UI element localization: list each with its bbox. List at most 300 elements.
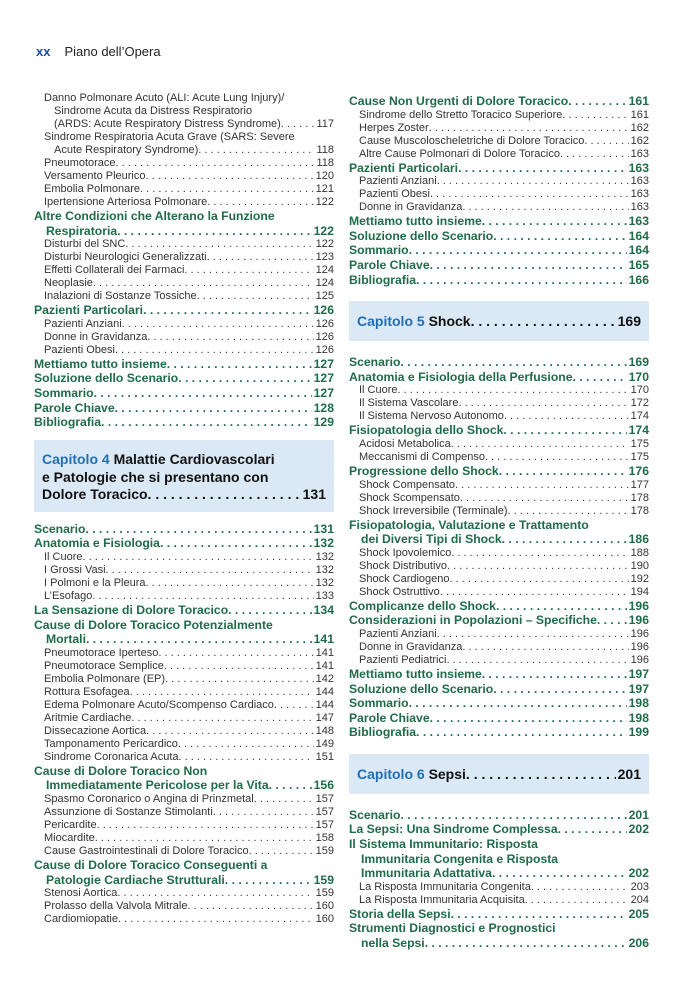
entry-title: Soluzione dello Scenario — [34, 371, 179, 386]
dot-leader — [450, 573, 629, 586]
page-ref: 129 — [313, 415, 334, 430]
toc-entry — [349, 148, 649, 161]
entry-title: Aritmie Cardiache — [44, 711, 132, 724]
toc-entry — [34, 344, 334, 357]
dot-leader — [146, 725, 314, 738]
dot-leader — [482, 667, 627, 682]
entry-title: Scenario — [349, 807, 401, 822]
toc-entry — [349, 492, 649, 505]
page-ref: 142 — [315, 672, 334, 685]
entry-title: Pneumotorace Iperteso — [44, 646, 159, 659]
page-ref: 192 — [630, 572, 649, 585]
toc-entry-major — [34, 401, 334, 416]
toc-entry — [34, 144, 334, 157]
entry-title: Shock Ipovolemico — [359, 546, 452, 559]
toc-entry — [34, 157, 334, 170]
dot-leader — [458, 161, 627, 176]
entry-title: Shock Cardiogeno — [359, 572, 450, 585]
page-ref: 147 — [315, 711, 334, 724]
dot-leader — [179, 751, 314, 764]
entry-title: Stenosi Aortica — [44, 887, 118, 900]
entry-title: Immediatamente Pericolose per la Vita — [46, 778, 269, 793]
toc-entry — [349, 122, 649, 135]
page-ref: 159 — [315, 844, 334, 857]
entry-title: Il Sistema Vascolare — [359, 397, 459, 410]
page-ref: 162 — [630, 121, 649, 134]
page-ref: 163 — [630, 201, 649, 214]
entry-title: Disturbi Neurologici Generalizzati — [44, 251, 207, 264]
chapter-title-line: e Patologie che si presentano con — [42, 468, 269, 485]
dot-leader — [167, 357, 312, 372]
dot-leader — [425, 936, 627, 951]
entry-title: Assunzione di Sostanze Stimolanti — [44, 805, 213, 818]
entry-title: La Risposta Immunitaria Acquisita — [359, 893, 525, 906]
dot-leader — [430, 258, 627, 273]
toc-entry — [349, 586, 649, 599]
entry-title: Mortali — [46, 632, 86, 647]
dot-leader — [584, 135, 628, 148]
toc-column-left — [34, 92, 334, 926]
toc-entry — [349, 505, 649, 518]
toc-entry-major — [34, 371, 334, 386]
dot-leader — [485, 451, 629, 464]
entry-title: Parole Chiave — [349, 257, 430, 272]
page-ref: 158 — [315, 831, 334, 844]
dot-leader — [492, 866, 627, 881]
page-ref: 157 — [315, 818, 334, 831]
dot-leader — [525, 894, 629, 907]
page-ref: 174 — [630, 410, 649, 423]
toc-section — [34, 522, 334, 926]
toc-entry — [349, 135, 649, 148]
page-ref: 197 — [628, 681, 649, 696]
dot-leader — [94, 386, 312, 401]
toc-entry — [349, 175, 649, 188]
dot-leader — [597, 613, 627, 628]
entry-title: Cardiomiopatie — [44, 913, 118, 926]
page-ref: 162 — [630, 134, 649, 147]
page-ref: 122 — [315, 238, 334, 251]
entry-title: Donne in Gravidanza — [44, 330, 148, 343]
chapter-title-line: Malattie Cardiovascolari — [113, 450, 275, 467]
dot-leader — [560, 148, 629, 161]
entry-title: Embolia Polmonare (EP) — [44, 672, 166, 685]
entry-title: Soluzione dello Scenario — [349, 228, 494, 243]
dot-leader — [207, 251, 314, 264]
page-ref: 133 — [315, 589, 334, 602]
toc-entry-major — [349, 866, 649, 881]
page-ref: 202 — [628, 866, 649, 881]
toc-entry-major — [34, 873, 334, 888]
toc-entry — [349, 384, 649, 397]
toc-entry — [349, 641, 649, 654]
dot-leader — [143, 303, 312, 318]
toc-entry — [34, 118, 334, 131]
toc-entry-major — [349, 667, 649, 682]
page-ref: 141 — [315, 659, 334, 672]
toc-entry — [34, 738, 334, 751]
entry-title: Immunitaria Adattativa — [361, 866, 492, 881]
toc-entry-line: Altre Condizioni che Alterano la Funzione — [34, 209, 275, 223]
entry-title: Miocardite — [44, 831, 95, 844]
dot-leader — [451, 547, 628, 560]
toc-entry — [34, 725, 334, 738]
dot-leader — [416, 273, 627, 288]
page-ref: 151 — [315, 750, 334, 763]
entry-title: Cause Muscoloscheletriche di Dolore Toracico — [359, 134, 585, 147]
entry-title: Disturbi del SNC — [44, 238, 126, 251]
toc-entry — [34, 238, 334, 251]
toc-column-right — [349, 94, 649, 951]
entry-title: I Polmoni e la Pleura — [44, 576, 146, 589]
page-ref: 194 — [630, 585, 649, 598]
dot-leader — [160, 536, 312, 551]
entry-title: Embolia Polmonare — [44, 183, 140, 195]
page-ref: 157 — [315, 805, 334, 818]
dot-leader — [146, 170, 314, 183]
dot-leader — [400, 355, 626, 370]
entry-title: Sindrome dello Stretto Toracico Superiore — [359, 108, 563, 121]
dot-leader — [207, 196, 313, 209]
entry-title: L’Esofago — [44, 589, 93, 602]
dot-leader — [131, 712, 313, 725]
entry-title: Shock Distributivo — [359, 559, 448, 572]
toc-entry-major — [349, 613, 649, 628]
toc-entry-major — [349, 273, 649, 288]
dot-leader — [447, 560, 629, 573]
page-ref: 132 — [315, 563, 334, 576]
entry-title: Il Cuore — [359, 384, 398, 397]
dot-leader — [95, 832, 314, 845]
page-ref: 176 — [628, 463, 649, 478]
entry-title: Il Sistema Nervoso Autonomo — [359, 410, 504, 423]
dot-leader — [440, 586, 629, 599]
toc-entry — [349, 894, 649, 907]
page-ref: 157 — [315, 792, 334, 805]
entry-title: Scenario — [349, 355, 401, 370]
entry-title: nella Sepsi — [361, 936, 425, 951]
dot-leader — [228, 603, 312, 618]
dot-leader — [106, 564, 314, 577]
page-ref: 196 — [630, 627, 649, 640]
page-ref: 163 — [630, 188, 649, 201]
entry-title: Pazienti Obesi — [44, 343, 115, 356]
toc-entry-line: Danno Polmonare Acuto (ALI: Acute Lung Injury)/ — [44, 92, 285, 104]
toc-entry-line: Cause di Dolore Toracico Conseguenti a — [34, 857, 268, 872]
page-ref: 175 — [630, 450, 649, 463]
page-ref: 132 — [315, 576, 334, 589]
page-ref: 170 — [630, 384, 649, 397]
toc-entry — [34, 251, 334, 264]
entry-title: La Risposta Immunitaria Congenita — [359, 880, 531, 893]
entry-title: Shock Ostruttivo — [359, 585, 440, 598]
toc-entry-major — [34, 778, 334, 793]
dot-leader — [462, 201, 628, 214]
toc-entry — [34, 845, 334, 858]
page-ref: 186 — [628, 532, 649, 547]
toc-entry — [34, 751, 334, 764]
entry-title: Patologie Cardiache Strutturali — [46, 872, 225, 887]
dot-leader — [92, 590, 313, 603]
toc-entry-line: Strumenti Diagnostici e Prognostici — [349, 921, 556, 936]
entry-title: (ARDS: Acute Respiratory Distress Syndrome) — [54, 118, 281, 130]
page-ref: 149 — [315, 737, 334, 750]
toc-entry-line: Sindrome Acuta da Distress Respiratorio — [54, 105, 253, 117]
entry-title: Pazienti Anziani — [359, 175, 437, 188]
dot-leader — [86, 632, 312, 647]
entry-title: Versamento Pleurico — [44, 170, 146, 182]
dot-leader — [122, 318, 314, 331]
page-ref: 127 — [313, 385, 334, 400]
page-ref: 159 — [313, 872, 334, 887]
toc-entry — [34, 318, 334, 331]
page-ref: 126 — [315, 330, 334, 343]
toc-entry — [349, 451, 649, 464]
toc-entry-line: Sindrome Respiratoria Acuta Grave (SARS: Severe — [44, 131, 295, 143]
dot-leader — [158, 647, 313, 660]
page-ref: 124 — [315, 277, 334, 290]
toc-entry-major — [349, 355, 649, 370]
dot-leader — [165, 673, 314, 686]
toc-entry — [349, 547, 649, 560]
dot-leader — [558, 822, 627, 837]
dot-leader — [458, 397, 628, 410]
entry-title: Shock Irreversibile (Terminale) — [359, 504, 508, 517]
toc-section — [349, 94, 649, 287]
toc-entry-major — [349, 682, 649, 697]
toc-entry-line: Fisiopatologia, Valutazione e Trattamento — [349, 517, 589, 532]
dot-leader — [115, 401, 312, 416]
page-ref: 198 — [628, 710, 649, 725]
dot-leader — [198, 144, 314, 157]
page-ref: 163 — [628, 214, 649, 229]
dot-leader — [117, 887, 313, 900]
dot-leader — [416, 725, 627, 740]
dot-leader — [225, 873, 312, 888]
page-ref: 126 — [315, 343, 334, 356]
toc-entry-major — [34, 522, 334, 537]
page-ref: 120 — [315, 170, 334, 182]
page-ref: 126 — [315, 317, 334, 330]
dot-leader — [164, 660, 314, 673]
dot-leader — [116, 157, 315, 170]
toc-entry — [349, 201, 649, 214]
dot-leader — [274, 699, 314, 712]
entry-title: La Sensazione di Dolore Toracico — [34, 602, 229, 617]
toc-entry — [34, 660, 334, 673]
entry-title: Sindrome Coronarica Acuta — [44, 750, 179, 763]
chapter-title: Sepsi — [428, 765, 466, 782]
page-ref: 190 — [630, 559, 649, 572]
entry-title: Storia della Sepsi — [349, 906, 451, 921]
page-ref: 198 — [628, 696, 649, 711]
toc-entry — [34, 590, 334, 603]
page-ref: 128 — [313, 400, 334, 415]
chapter-label: Capitolo 5 — [357, 313, 425, 330]
toc-entry-major — [349, 599, 649, 614]
toc-entry — [34, 806, 334, 819]
toc-entry — [34, 900, 334, 913]
toc-entry-major — [349, 907, 649, 922]
page-ref: 205 — [628, 906, 649, 921]
toc-entry — [34, 331, 334, 344]
page-ref: 163 — [630, 175, 649, 188]
entry-title: Bibliografia — [349, 272, 417, 287]
toc-entry — [34, 264, 334, 277]
dot-leader — [85, 522, 311, 537]
entry-title: Cause Non Urgenti di Dolore Toracico — [349, 94, 569, 108]
dot-leader — [446, 654, 628, 667]
toc-entry — [34, 577, 334, 590]
dot-leader — [573, 370, 627, 385]
dot-leader — [101, 415, 312, 430]
dot-leader — [437, 628, 629, 641]
entry-title: Prolasso della Valvola Mitrale — [44, 900, 188, 913]
page-ref: 169 — [628, 355, 649, 370]
dot-leader — [281, 118, 315, 131]
dot-leader — [184, 264, 313, 277]
page-ref: 127 — [313, 356, 334, 371]
page-ref: 178 — [630, 491, 649, 504]
dot-leader — [249, 845, 314, 858]
dot-leader — [83, 551, 314, 564]
toc-entry — [349, 397, 649, 410]
toc-entry-major — [349, 161, 649, 176]
toc-entry — [349, 628, 649, 641]
page-ref: 161 — [630, 108, 649, 121]
entry-title: Meccanismi di Compenso — [359, 450, 485, 463]
toc-entry — [349, 410, 649, 423]
entry-title: Mettiamo tutto insieme — [349, 214, 482, 229]
toc-entry — [349, 479, 649, 492]
toc-entry — [349, 573, 649, 586]
page-ref: 118 — [316, 144, 334, 156]
entry-title: Pazienti Obesi — [359, 188, 430, 201]
page-ref: 174 — [628, 423, 649, 438]
chapter-4-heading — [34, 440, 334, 512]
entry-title: Pneumotorace — [44, 157, 116, 169]
toc-entry — [349, 188, 649, 201]
dot-leader — [493, 229, 626, 244]
dot-leader — [178, 371, 311, 386]
page-ref: 199 — [628, 725, 649, 740]
toc-entry — [349, 881, 649, 894]
dot-leader — [125, 238, 313, 251]
toc-entry-major — [349, 94, 649, 109]
chapter-label: Capitolo 6 — [357, 765, 425, 782]
entry-title: Dissecazione Aortica — [44, 724, 147, 737]
dot-leader — [455, 479, 629, 492]
dot-leader — [482, 214, 627, 229]
toc-entry-line: Il Sistema Immunitario: Risposta — [349, 837, 538, 852]
entry-title: Pazienti Anziani — [44, 317, 122, 330]
page-ref: 144 — [315, 685, 334, 698]
page-ref: 178 — [630, 504, 649, 517]
dot-leader — [437, 175, 629, 188]
toc-entry — [34, 699, 334, 712]
toc-entry-major — [349, 711, 649, 726]
page-ref: 131 — [302, 485, 326, 502]
entry-title: La Sepsi: Una Sindrome Complessa — [349, 822, 558, 837]
dot-leader — [451, 438, 629, 451]
dot-leader — [213, 806, 314, 819]
dot-leader — [462, 641, 628, 654]
page-ref: 196 — [630, 640, 649, 653]
page-ref: 132 — [315, 550, 334, 563]
toc-entry-major — [349, 822, 649, 837]
toc-entry — [349, 109, 649, 122]
page-ref: 118 — [316, 157, 334, 169]
dot-leader — [493, 682, 626, 697]
entry-title: Shock Scompensato — [359, 491, 460, 504]
entry-title: Scenario — [34, 521, 86, 536]
entry-title: Cause Gastrointestinali di Dolore Toracico — [44, 844, 249, 857]
page-ref: 177 — [630, 478, 649, 491]
entry-title: Pazienti Particolari — [349, 160, 459, 175]
entry-title: Bibliografia — [34, 415, 102, 430]
dot-leader — [140, 183, 314, 196]
chapter-label: Capitolo 4 — [42, 450, 110, 467]
entry-title: Shock Compensato — [359, 478, 455, 491]
page-ref: 148 — [315, 724, 334, 737]
page-ref: 169 — [617, 313, 641, 330]
entry-title: Ipertensione Arteriosa Polmonare — [44, 196, 208, 208]
entry-title: Fisiopatologia dello Shock — [349, 423, 504, 438]
page-ref: 196 — [630, 653, 649, 666]
dot-leader — [130, 686, 314, 699]
toc-entry — [34, 913, 334, 926]
dot-leader — [400, 808, 626, 823]
page-ref: 163 — [628, 160, 649, 175]
page-ref: 172 — [630, 397, 649, 410]
page-ref: 204 — [630, 893, 649, 906]
chapter-5-heading — [349, 301, 649, 341]
entry-title: Soluzione dello Scenario — [349, 681, 494, 696]
toc-section — [34, 92, 334, 430]
toc-entry — [34, 793, 334, 806]
page-ref: 164 — [628, 243, 649, 258]
page-ref: 131 — [313, 521, 334, 536]
page-ref: 159 — [315, 887, 334, 900]
dot-leader — [254, 793, 314, 806]
entry-title: Herpes Zoster — [359, 121, 429, 134]
entry-title: Considerazioni in Popolazioni – Specifiche — [349, 613, 597, 628]
page-ref: 123 — [315, 251, 334, 264]
toc-entry — [34, 170, 334, 183]
entry-title: Sommario — [349, 243, 409, 258]
toc-section — [349, 355, 649, 740]
toc-entry — [349, 560, 649, 573]
entry-title: Pazienti Particolari — [34, 303, 144, 318]
page-ref: 164 — [628, 228, 649, 243]
dot-leader — [117, 224, 312, 239]
toc-entry — [349, 438, 649, 451]
toc-entry — [34, 887, 334, 900]
dot-leader — [93, 277, 314, 290]
entry-title: Mettiamo tutto insieme — [34, 356, 167, 371]
toc-entry-major — [349, 423, 649, 438]
entry-title: Rottura Esofagea — [44, 685, 130, 698]
toc-entry-line: Cause di Dolore Toracico Potenzialmente — [34, 617, 273, 632]
dot-leader — [187, 900, 313, 913]
entry-title: Parole Chiave — [349, 710, 430, 725]
entry-title: Progressione dello Shock — [349, 463, 499, 478]
dot-leader — [460, 492, 629, 505]
page-ref: 166 — [628, 272, 649, 287]
entry-title: Pneumotorace Semplice — [44, 659, 164, 672]
entry-title: Sommario — [349, 696, 409, 711]
dot-leader — [531, 881, 629, 894]
